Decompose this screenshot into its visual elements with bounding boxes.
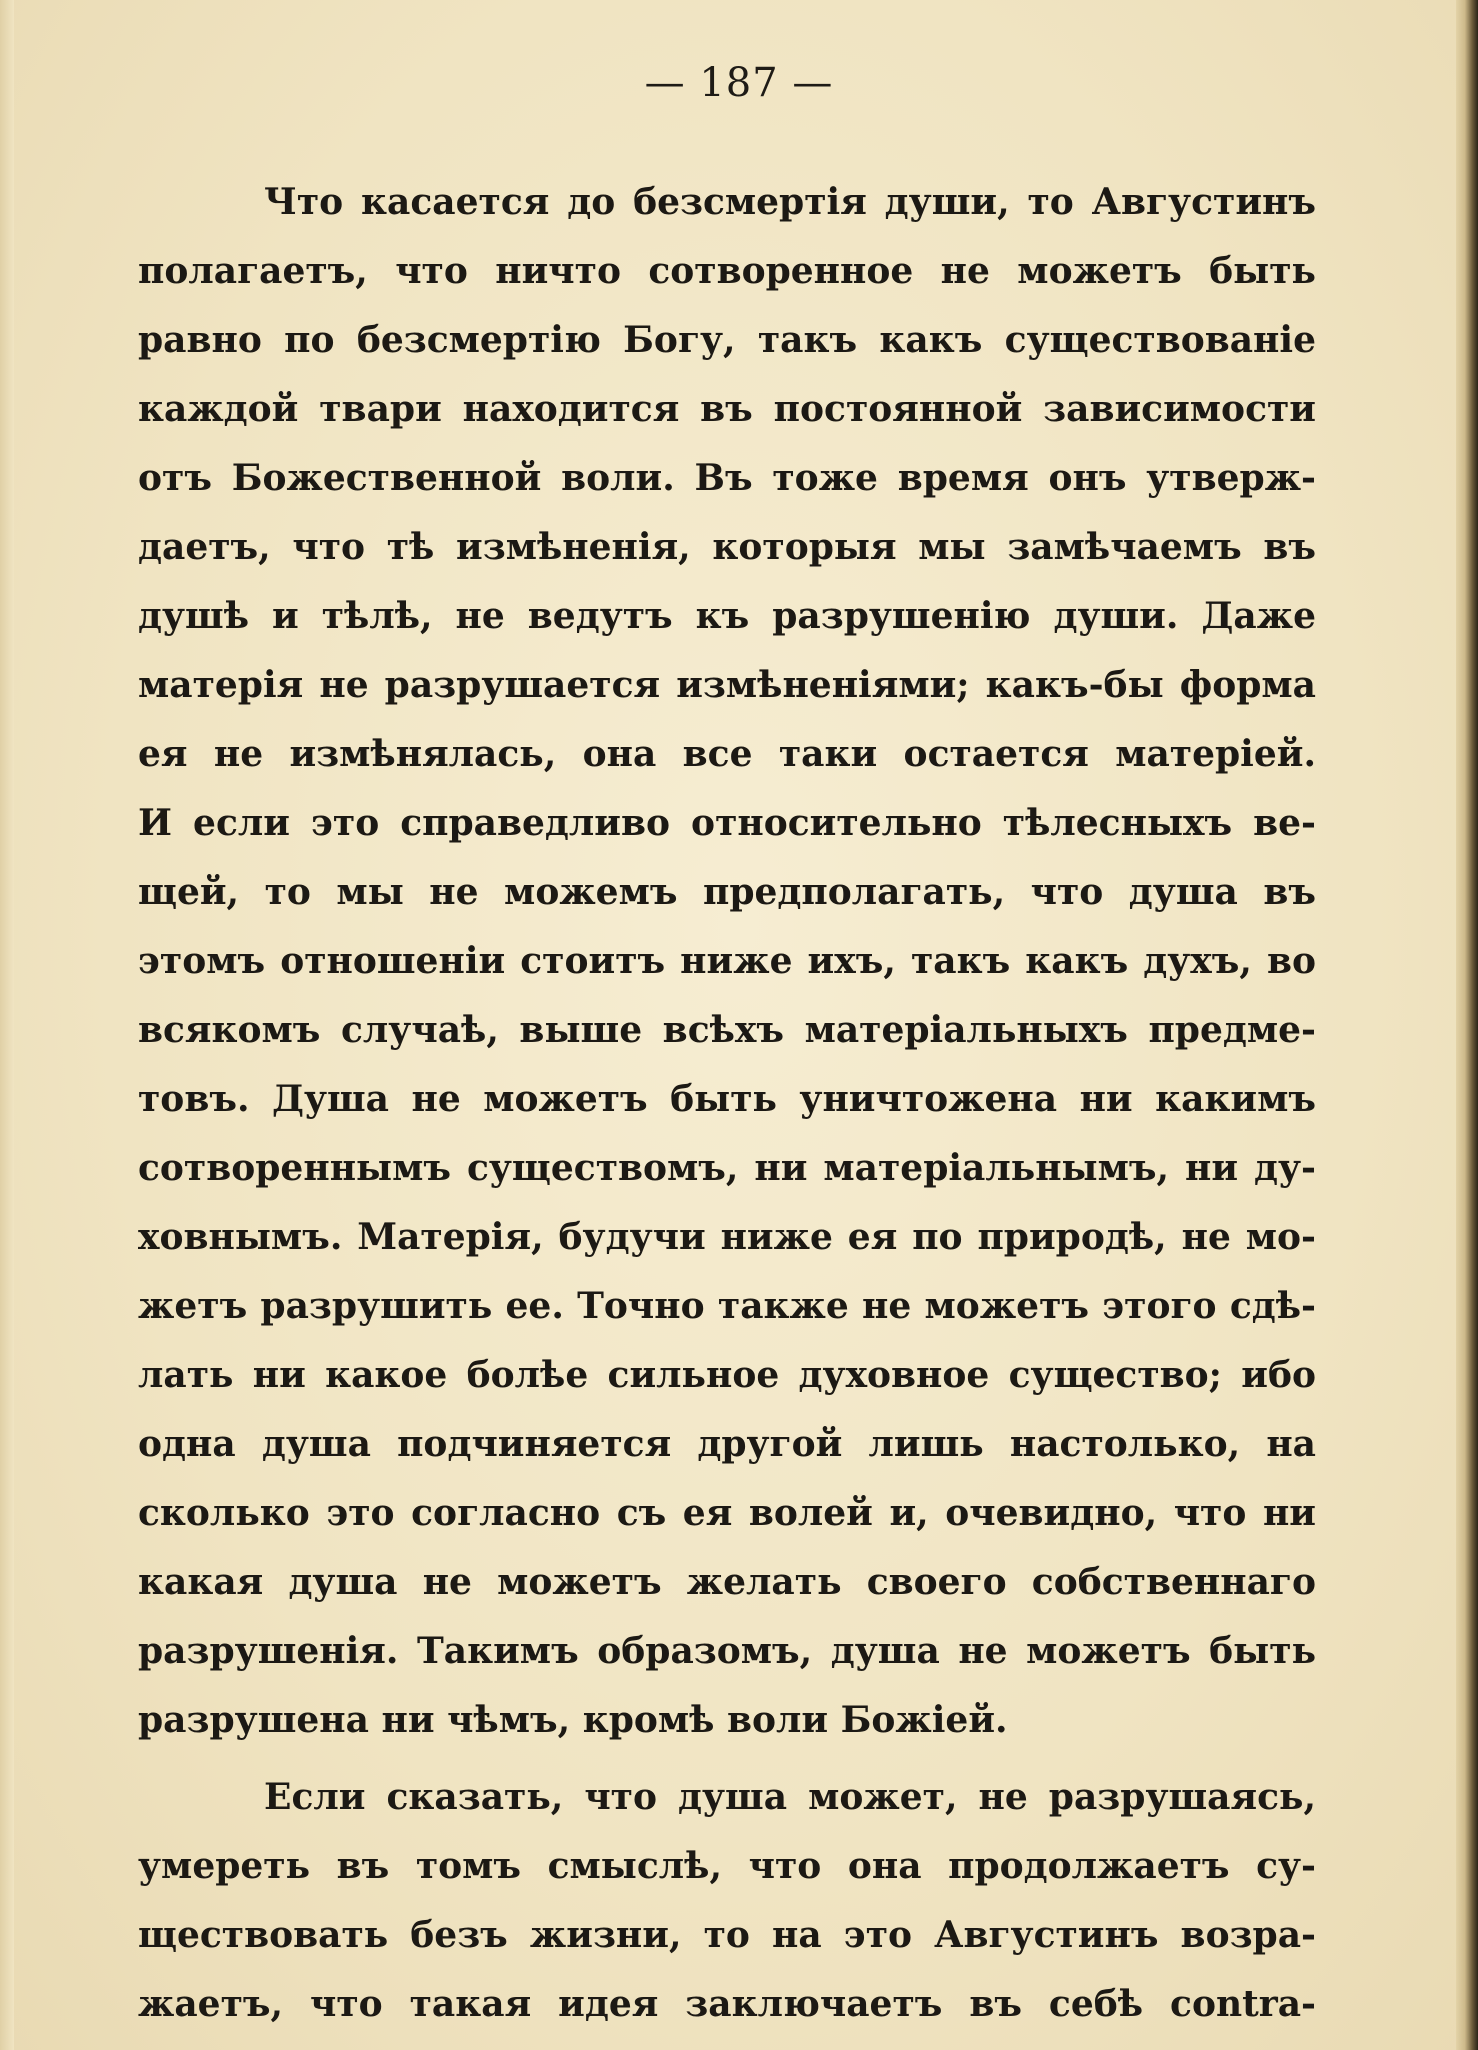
text-line: одна душа подчиняется другой лишь настолько, на xyxy=(138,1423,1316,1465)
text-line: ществовать безъ жизни, то на это Августинъ возра- xyxy=(138,1914,1316,1956)
text-line: жаетъ, что такая идея заключаетъ въ себѣ contra- xyxy=(138,1983,1316,2025)
text-line: И если это справедливо относительно тѣлесныхъ ве- xyxy=(138,802,1316,844)
body-text xyxy=(138,168,1316,2039)
text-line: жетъ разрушить ее. Точно также не можетъ этого сдѣ- xyxy=(138,1285,1316,1327)
text-line: разрушенія. Такимъ образомъ, душа не можетъ быть xyxy=(138,1630,1316,1672)
text-line: какая душа не можетъ желать своего собственнаго xyxy=(138,1561,1316,1603)
text-line: умереть въ томъ смыслѣ, что она продолжаетъ су- xyxy=(138,1845,1316,1887)
text-line: сколько это согласно съ ея волей и, очевидно, что ни xyxy=(138,1492,1316,1534)
text-line: ея не измѣнялась, она все таки остается матеріей. xyxy=(138,733,1316,775)
text-line: полагаетъ, что ничто сотворенное не можетъ быть xyxy=(138,250,1316,292)
text-line: сотвореннымъ существомъ, ни матеріальнымъ, ни ду- xyxy=(138,1147,1316,1189)
paragraph-2 xyxy=(138,1763,1316,2039)
page-number: — 187 — xyxy=(644,60,834,106)
text-line: разрушена ни чѣмъ, кромѣ воли Божіей. xyxy=(138,1699,1008,1741)
text-line: равно по безсмертію Богу, такъ какъ существованіе xyxy=(138,319,1316,361)
text-line: щей, то мы не можемъ предполагать, что душа въ xyxy=(138,871,1316,913)
text-line: всякомъ случаѣ, выше всѣхъ матеріальныхъ предме- xyxy=(138,1009,1316,1051)
text-line: матерія не разрушается измѣненіями; какъ-бы форма xyxy=(138,664,1316,706)
text-line: отъ Божественной воли. Въ тоже время онъ утверж- xyxy=(138,457,1316,499)
text-line: этомъ отношеніи стоитъ ниже ихъ, такъ какъ духъ, во xyxy=(138,940,1316,982)
text-line: ховнымъ. Матерія, будучи ниже ея по природѣ, не мо- xyxy=(138,1216,1316,1258)
page-edge-left xyxy=(0,0,14,2050)
text-line: каждой твари находится въ постоянной зависимости xyxy=(138,388,1316,430)
paragraph-gap xyxy=(138,1755,1316,1763)
paragraph-1 xyxy=(138,168,1316,1755)
page-edge-right xyxy=(1456,0,1478,2050)
text-line: Если сказать, что душа может, не разрушаясь, xyxy=(264,1776,1316,1818)
text-line: Что касается до безсмертія души, то Августинъ xyxy=(264,181,1316,223)
text-line: товъ. Душа не можетъ быть уничтожена ни какимъ xyxy=(138,1078,1316,1120)
text-line: лать ни какое болѣе сильное духовное существо; ибо xyxy=(138,1354,1316,1396)
text-line: душѣ и тѣлѣ, не ведутъ къ разрушенію души. Даже xyxy=(138,595,1316,637)
text-line: даетъ, что тѣ измѣненія, которыя мы замѣчаемъ въ xyxy=(138,526,1316,568)
